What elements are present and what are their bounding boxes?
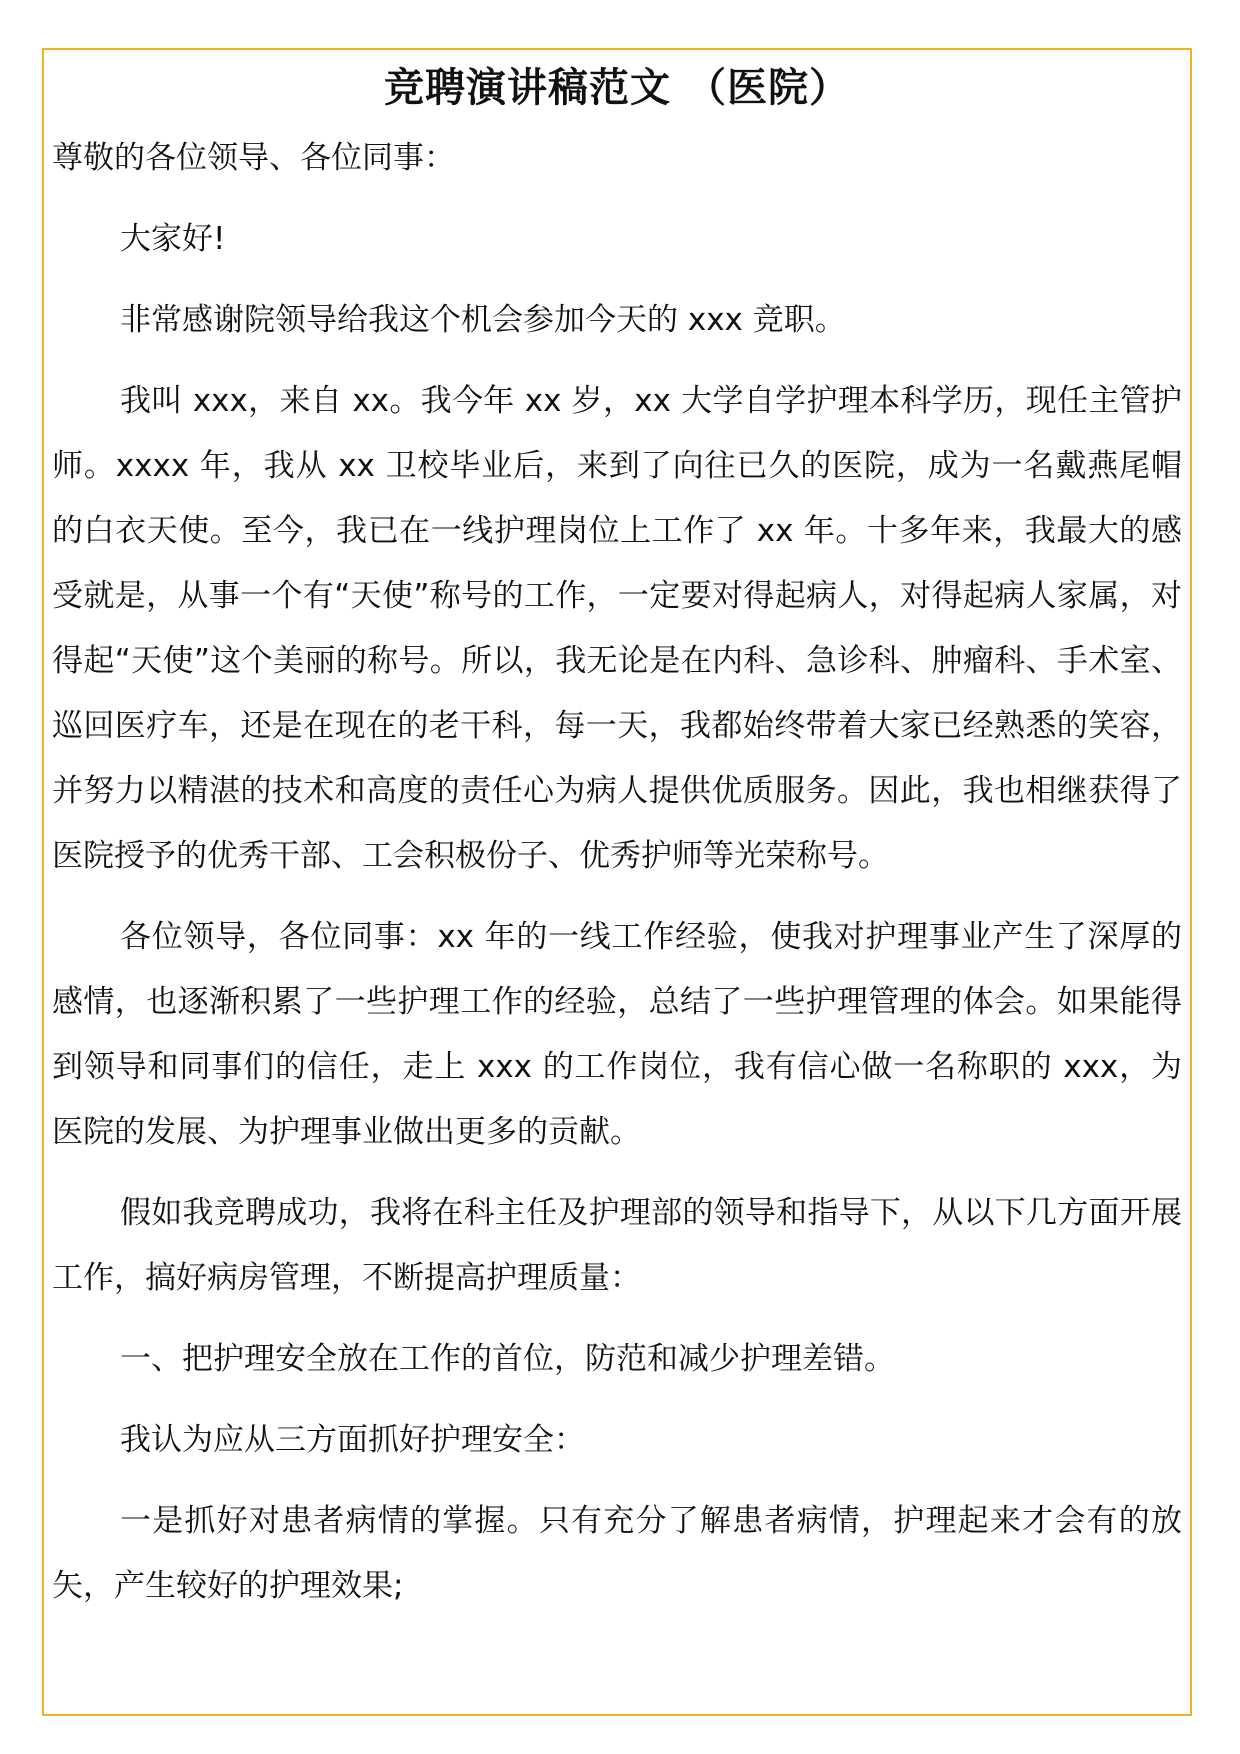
paragraph-work-plan: 假如我竞聘成功，我将在科主任及护理部的领导和指导下，从以下几方面开展工作，搞好病房管理，不断提高护理质量：: [52, 1195, 1182, 1296]
paragraph-greeting: 大家好!: [120, 221, 226, 257]
salutation: 尊敬的各位领导、各位同事：: [52, 140, 455, 176]
paragraph-self-introduction: 我叫 xxx，来自 xx。我今年 xx 岁，xx 大学自学护理本科学历，现任主管护师。xxxx 年，我从 xx 卫校毕业后，来到了向往已久的医院，成为一名戴燕尾帽的白衣天使。至今，我已在一线护理岗位上工作了 xx 年。十多年来，我最大的感受就是，从事一个有“天使”称号的工作，一定要对得起病人，对得起病人家属，对得起“天使”这个美丽的称号。所以，我无论是在内科、急诊科、肿瘤科、手术室、巡回医疗车，还是在现在的老干科，每一天，我都始终带着大家已经熟悉的笑容，并努力以精湛的技术和高度的责任心为病人提供优质服务。因此，我也相继获得了医院授予的优秀干部、工会积极份子、优秀护师等光荣称号。: [52, 383, 1182, 874]
paragraph-experience: 各位领导，各位同事：xx 年的一线工作经验，使我对护理事业产生了深厚的感情，也逐渐积累了一些护理工作的经验，总结了一些护理管理的体会。如果能得到领导和同事们的信任，走上 xxx 的工作岗位，我有信心做一名称职的 xxx，为医院的发展、为护理事业做出更多的贡献。: [52, 919, 1182, 1150]
paragraph-point-one: 一、把护理安全放在工作的首位，防范和减少护理差错。: [120, 1341, 895, 1377]
paragraph-safety-aspects: 我认为应从三方面抓好护理安全：: [120, 1422, 585, 1458]
paragraph-aspect-one: 一是抓好对患者病情的掌握。只有充分了解患者病情，护理起来才会有的放矢，产生较好的护理效果;: [52, 1503, 1182, 1604]
document-title: 竞聘演讲稿范文 （医院）: [384, 65, 850, 111]
paragraph-thanks: 非常感谢院领导给我这个机会参加今天的 xxx 竞职。: [120, 302, 846, 338]
document-body: [52, 58, 1182, 1708]
